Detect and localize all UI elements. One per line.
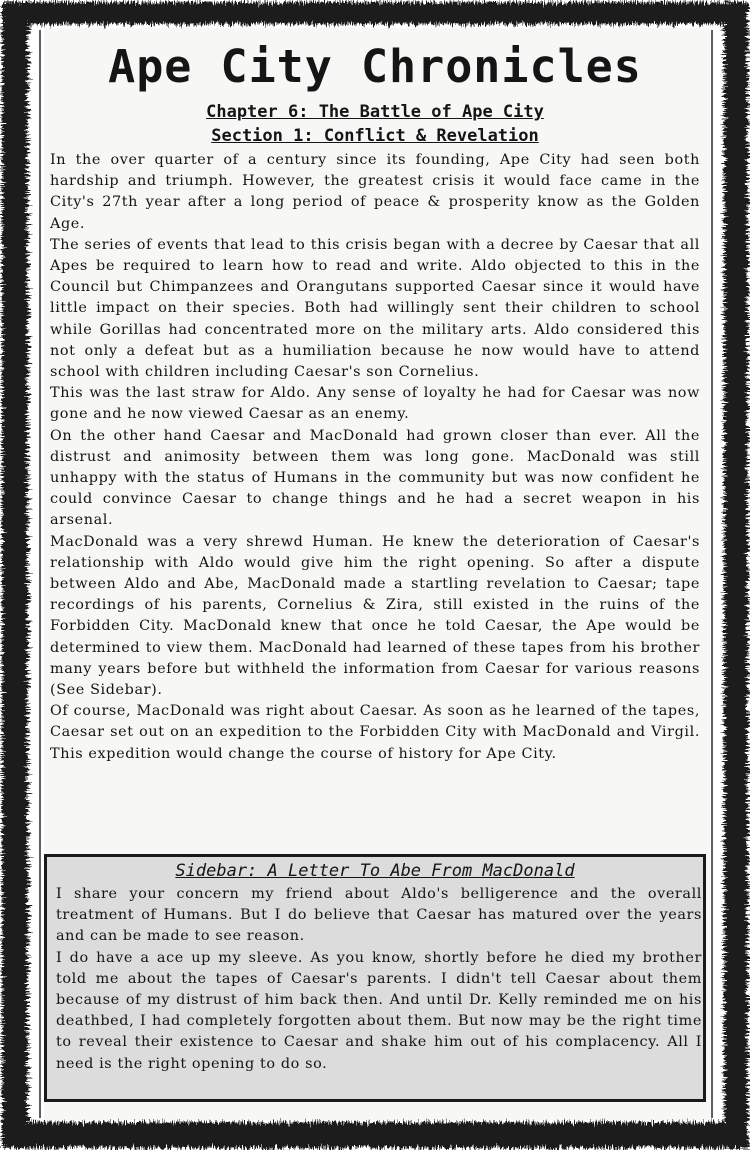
paragraph: The series of events that lead to this crisis began with a decree by Caesar that all Apes be required to learn how to read and write. Aldo objected to this in the Council but Chimpanzees and Orangutans supported Caesar since it would have little impact on their species. Both had willingly sent their children to school while Gorillas had concentrated more on the military arts. Aldo considered this not only a defeat but as a humiliation because he now would have to attend school with children including Caesar's son Cornelius. [50, 236, 700, 381]
paragraph: MacDonald was a very shrewd Human. He knew the deterioration of Caesar's relationship with Aldo would give him the right opening. So after a dispute between Aldo and Abe, MacDonald made a startling revelation to Caesar; tape recordings of his parents, Cornelius & Zira, still existed in the ruins of the Forbidden City. MacDonald knew that once he told Caesar, the Ape would be determined to view them. MacDonald had learned of these tapes from his brother many years before but withheld the information from Caesar for various reasons (See Sidebar). [50, 533, 700, 699]
page-title: Ape City Chronicles [108, 40, 642, 93]
article-body [50, 150, 700, 765]
paragraph: This was the last straw for Aldo. Any sense of loyalty he had for Caesar was now gone and he now viewed Caesar as an enemy. [50, 385, 700, 423]
sidebar-paragraph: I do have a ace up my sleeve. As you know, shortly before he died my brother told me about the tapes of Caesar's parents. I didn't tell Caesar about them because of my distrust of him back then. And until Dr. Kelly reminded me on his deathbed, I had completely forgotten about them. But now may be the right time to reveal their existence to Caesar and shake him out of his complacency. All I need is the right opening to do so. [56, 949, 702, 1072]
chapter-heading: Chapter 6: The Battle of Ape City [206, 102, 544, 122]
sidebar-body [56, 884, 702, 1075]
paragraph: On the other hand Caesar and MacDonald had grown closer than ever. All the distrust and animosity between them was long gone. MacDonald was still unhappy with the status of Humans in the community but was now confident he could convince Caesar to change things and he had a secret weapon in his arsenal. [50, 427, 700, 529]
sidebar-title: Sidebar: A Letter To Abe From MacDonald [175, 861, 575, 881]
section-heading: Section 1: Conflict & Revelation [211, 126, 539, 146]
sidebar-paragraph: I share your concern my friend about Aldo's belligerence and the overall treatment of Humans. But I do believe that Caesar has matured over the years and can be made to see reason. [56, 886, 702, 945]
paragraph: Of course, MacDonald was right about Caesar. As soon as he learned of the tapes, Caesar set out on an expedition to the Forbidden City with MacDonald and Virgil. This expedition would change the course of history for Ape City. [50, 703, 700, 762]
sidebar-box [44, 854, 706, 1102]
paragraph: In the over quarter of a century since its founding, Ape City had seen both hardship and triumph. However, the greatest crisis it would face came in the City's 27th year after a long period of peace & prosperity know as the Golden Age. [50, 152, 700, 232]
